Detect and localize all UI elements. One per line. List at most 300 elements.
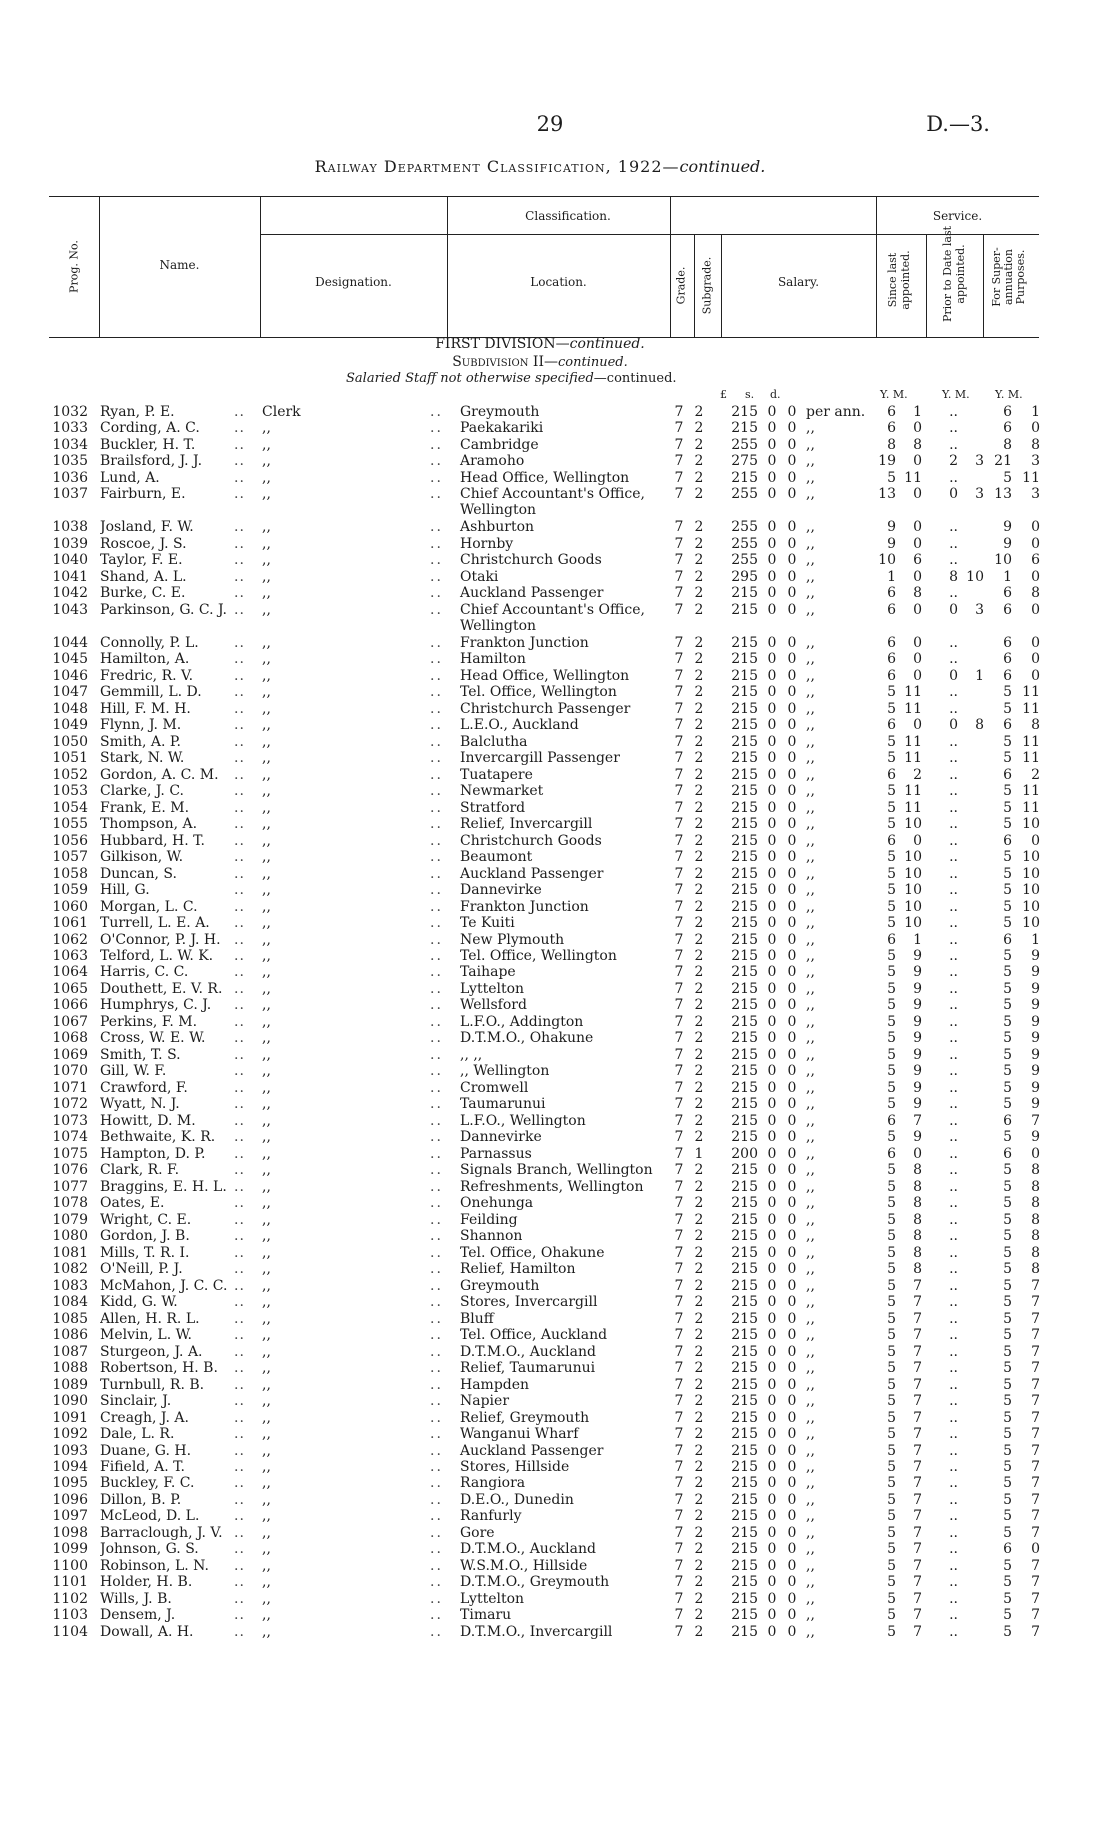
cell-designation: ,, [262,1046,271,1063]
cell-since-months: 6 [913,552,922,569]
cell-super-years: 5 [1003,1557,1012,1574]
cell-salary-period: ,, [806,1228,815,1245]
cell-super-months: 7 [1031,1442,1040,1459]
cell-super-months: 0 [1031,634,1040,651]
cell-salary-period: ,, [806,552,815,569]
leader-dots: .. [430,980,443,997]
cell-super-months: 0 [1031,568,1040,585]
leader-dots: .. [430,1574,443,1591]
leader-dots: .. [234,552,245,569]
cell-designation: ,, [262,1195,271,1212]
cell-super-years: 5 [1003,1162,1012,1179]
cell-salary-shillings: 0 [767,568,777,585]
cell-grade: 7 [674,1557,684,1574]
cell-salary-pounds: 215 [731,1343,758,1360]
cell-subgrade: 2 [694,964,704,981]
cell-prog-no: 1073 [52,1112,88,1129]
cell-salary-pounds: 215 [731,601,758,618]
cell-prog-no: 1053 [52,783,88,800]
cell-salary-pounds: 215 [731,1590,758,1607]
cell-prog-no: 1033 [52,420,88,437]
table-row [0,1607,1114,1623]
cell-grade: 7 [674,1030,684,1047]
cell-prog-no: 1051 [52,750,88,767]
cell-location: Wanganui Wharf [460,1426,579,1443]
cell-grade: 7 [674,915,684,932]
cell-salary-pounds: 215 [731,1112,758,1129]
cell-grade: 7 [674,750,684,767]
table-row [0,1129,1114,1145]
table-row [0,1492,1114,1508]
cell-prog-no: 1101 [52,1574,88,1591]
cell-prog-no: 1090 [52,1393,88,1410]
cell-subgrade: 2 [694,1013,704,1030]
cell-salary-period: ,, [806,964,815,981]
cell-prog-no: 1099 [52,1541,88,1558]
cell-salary-shillings: 0 [767,1096,777,1113]
cell-since-months: 11 [904,783,922,800]
cell-salary-pounds: 215 [731,634,758,651]
table-row [0,1410,1114,1426]
cell-name: Roscoe, J. S. [100,535,187,552]
cell-location: Auckland Passenger [460,1442,604,1459]
cell-salary-pounds: 215 [731,469,758,486]
cell-location: Taumarunui [460,1096,546,1113]
cell-salary-pence: 0 [787,931,797,948]
cell-salary-period: ,, [806,1426,815,1443]
cell-since-years: 5 [887,849,896,866]
cell-super-months: 0 [1031,1541,1040,1558]
cell-name: Johnson, G. S. [100,1541,199,1558]
cell-subgrade: 2 [694,1343,704,1360]
cell-designation: ,, [262,964,271,981]
cell-designation: ,, [262,1557,271,1574]
cell-super-months: 7 [1031,1393,1040,1410]
cell-salary-pounds: 215 [731,1557,758,1574]
cell-prog-no: 1059 [52,882,88,899]
cell-designation: ,, [262,1491,271,1508]
cell-since-months: 9 [913,1063,922,1080]
cell-prior-years: .. [949,1277,958,1294]
cell-super-years: 5 [1003,684,1012,701]
cell-since-years: 6 [887,667,896,684]
cell-super-years: 6 [1003,1541,1012,1558]
table-header [49,196,1039,338]
cell-prior-years: .. [949,1096,958,1113]
cell-super-years: 9 [1003,519,1012,536]
cell-salary-period: ,, [806,585,815,602]
header-classification: Classification. [525,209,611,223]
cell-designation: ,, [262,1211,271,1228]
cell-grade: 7 [674,1310,684,1327]
cell-prog-no: 1042 [52,585,88,602]
cell-grade: 7 [674,585,684,602]
cell-since-months: 1 [913,931,922,948]
cell-salary-pounds: 215 [731,832,758,849]
cell-super-years: 5 [1003,1294,1012,1311]
cell-super-years: 6 [1003,404,1012,420]
cell-since-years: 5 [887,1030,896,1047]
cell-since-years: 5 [887,865,896,882]
cell-name: Buckler, H. T. [100,436,196,453]
leader-dots: .. [430,1343,443,1360]
leader-dots: .. [234,1459,245,1475]
cell-since-years: 5 [887,1178,896,1195]
header-since-last: Since last appointed. [886,250,912,310]
cell-salary-period: ,, [806,849,815,866]
cell-name: Turrell, L. E. A. [100,915,210,932]
cell-subgrade: 2 [694,585,704,602]
cell-prior-years: .. [949,1541,958,1558]
cell-prior-years: .. [949,585,958,602]
cell-name: Hamilton, A. [100,651,190,668]
cell-designation: ,, [262,535,271,552]
cell-prior-years: .. [949,1393,958,1410]
leader-dots: .. [430,1195,443,1212]
cell-subgrade: 2 [694,898,704,915]
leader-dots: .. [234,1244,245,1261]
cell-salary-pounds: 215 [731,1623,758,1640]
cell-grade: 7 [674,1393,684,1410]
leader-dots: .. [234,717,245,734]
leader-dots: .. [234,1376,245,1393]
cell-prog-no: 1039 [52,535,88,552]
table-row [0,1179,1114,1195]
cell-salary-pounds: 215 [731,404,758,420]
cell-since-months: 11 [904,733,922,750]
cell-prog-no: 1068 [52,1030,88,1047]
leader-dots: .. [234,667,245,684]
cell-designation: ,, [262,1294,271,1311]
cell-designation: ,, [262,717,271,734]
cell-prior-years: .. [949,1426,958,1443]
leader-dots: .. [430,1162,443,1179]
cell-prior-years: .. [949,898,958,915]
cell-name: Josland, F. W. [100,519,194,536]
cell-since-months: 7 [913,1343,922,1360]
header-rule [694,234,695,337]
cell-designation: ,, [262,865,271,882]
cell-subgrade: 2 [694,1590,704,1607]
cell-since-months: 7 [913,1360,922,1377]
leader-dots: .. [430,931,443,948]
cell-prior-years: .. [949,997,958,1014]
cell-salary-pence: 0 [787,552,797,569]
cell-salary-pounds: 215 [731,750,758,767]
cell-salary-shillings: 0 [767,634,777,651]
cell-salary-shillings: 0 [767,1046,777,1063]
cell-name: Telford, L. W. K. [100,947,214,964]
cell-since-months: 7 [913,1393,922,1410]
cell-salary-shillings: 0 [767,1277,777,1294]
cell-subgrade: 2 [694,1063,704,1080]
table-row [0,1294,1114,1310]
cell-since-months: 7 [913,1376,922,1393]
unit-ym-prior: Y. M. [942,388,970,401]
cell-subgrade: 2 [694,931,704,948]
cell-super-months: 7 [1031,1294,1040,1311]
cell-since-years: 6 [887,1145,896,1162]
cell-location: Stratford [460,799,526,816]
cell-subgrade: 2 [694,453,704,470]
cell-salary-shillings: 0 [767,1261,777,1278]
cell-designation: ,, [262,1442,271,1459]
cell-prior-years: .. [949,552,958,569]
cell-location: Shannon [460,1228,523,1245]
cell-location: Chief Accountant's Office, Wellington [460,601,645,634]
cell-super-months: 7 [1031,1524,1040,1541]
cell-name: Brailsford, J. J. [100,453,203,470]
cell-name: Smith, A. P. [100,733,181,750]
leader-dots: .. [430,519,443,536]
leader-dots: .. [430,1557,443,1574]
cell-since-years: 5 [887,1343,896,1360]
cell-name: Hubbard, H. T. [100,832,205,849]
leader-dots: .. [430,1063,443,1080]
header-prior: Prior to Date last appointed. [941,225,967,323]
cell-grade: 7 [674,832,684,849]
cell-salary-pence: 0 [787,585,797,602]
leader-dots: .. [430,1129,443,1146]
cell-salary-pounds: 215 [731,915,758,932]
leader-dots: .. [430,1590,443,1607]
leader-dots: .. [234,865,245,882]
leader-dots: .. [234,766,245,783]
cell-salary-pounds: 215 [731,1096,758,1113]
cell-since-years: 5 [887,1442,896,1459]
cell-super-years: 5 [1003,1491,1012,1508]
cell-subgrade: 2 [694,849,704,866]
cell-grade: 7 [674,1211,684,1228]
cell-since-months: 7 [913,1623,922,1640]
cell-super-months: 7 [1031,1426,1040,1443]
cell-super-months: 8 [1031,585,1040,602]
cell-prior-years: .. [949,1228,958,1245]
cell-prog-no: 1047 [52,684,88,701]
cell-since-years: 6 [887,717,896,734]
cell-name: Humphrys, C. J. [100,997,212,1014]
cell-salary-pence: 0 [787,1079,797,1096]
cell-subgrade: 2 [694,1244,704,1261]
cell-since-years: 5 [887,1459,896,1475]
cell-super-months: 3 [1031,453,1040,470]
cell-grade: 7 [674,1178,684,1195]
cell-salary-period: ,, [806,1607,815,1624]
cell-salary-pence: 0 [787,1096,797,1113]
cell-salary-pounds: 215 [731,1508,758,1525]
leader-dots: .. [430,404,443,420]
table-row [0,1525,1114,1541]
cell-since-months: 8 [913,1211,922,1228]
cell-prior-years: .. [949,799,958,816]
cell-super-years: 6 [1003,1112,1012,1129]
cell-designation: ,, [262,436,271,453]
cell-salary-pence: 0 [787,651,797,668]
cell-location: Lyttelton [460,1590,525,1607]
cell-salary-pence: 0 [787,1541,797,1558]
cell-location: D.T.M.O., Auckland [460,1343,596,1360]
leader-dots: .. [234,816,245,833]
cell-since-years: 5 [887,1327,896,1344]
cell-subgrade: 2 [694,733,704,750]
cell-since-years: 5 [887,469,896,486]
cell-since-years: 9 [887,535,896,552]
cell-designation: ,, [262,585,271,602]
cell-salary-pounds: 215 [731,1524,758,1541]
cell-name: Buckley, F. C. [100,1475,195,1492]
cell-location: D.T.M.O., Auckland [460,1541,596,1558]
cell-name: Perkins, F. M. [100,1013,198,1030]
cell-grade: 7 [674,1327,684,1344]
cell-salary-shillings: 0 [767,1228,777,1245]
table-row [0,964,1114,980]
cell-prior-years: .. [949,1491,958,1508]
cell-subgrade: 2 [694,1096,704,1113]
cell-salary-pounds: 215 [731,964,758,981]
cell-salary-period: ,, [806,601,815,618]
cell-salary-shillings: 0 [767,816,777,833]
cell-salary-shillings: 0 [767,535,777,552]
leader-dots: .. [234,486,245,503]
cell-prior-years: .. [949,882,958,899]
cell-super-years: 5 [1003,865,1012,882]
cell-super-years: 5 [1003,1442,1012,1459]
cell-designation: ,, [262,1063,271,1080]
leader-dots: .. [430,552,443,569]
cell-salary-pence: 0 [787,947,797,964]
cell-name: Clark, R. F. [100,1162,180,1179]
cell-super-months: 9 [1031,1129,1040,1146]
cell-salary-pounds: 215 [731,1607,758,1624]
cell-since-years: 5 [887,997,896,1014]
cell-prior-years: 0 [949,717,958,734]
cell-salary-pounds: 215 [731,1442,758,1459]
cell-location: Gore [460,1524,495,1541]
cell-salary-pounds: 215 [731,420,758,437]
cell-since-years: 1 [887,568,896,585]
cell-super-months: 7 [1031,1623,1040,1640]
cell-salary-pounds: 215 [731,1030,758,1047]
cell-salary-pounds: 215 [731,1393,758,1410]
cell-salary-pence: 0 [787,849,797,866]
cell-salary-pounds: 215 [731,980,758,997]
staff-continued: —continued. [593,371,677,386]
cell-location: New Plymouth [460,931,565,948]
cell-salary-pounds: 215 [731,1409,758,1426]
cell-grade: 7 [674,1294,684,1311]
cell-location: Dannevirke [460,1129,542,1146]
cell-designation: ,, [262,898,271,915]
cell-prog-no: 1070 [52,1063,88,1080]
cell-salary-pounds: 215 [731,1294,758,1311]
cell-prior-months: 10 [966,568,984,585]
cell-prog-no: 1041 [52,568,88,585]
cell-salary-pence: 0 [787,1013,797,1030]
cell-prog-no: 1056 [52,832,88,849]
cell-designation: ,, [262,700,271,717]
cell-salary-shillings: 0 [767,420,777,437]
cell-designation: ,, [262,980,271,997]
cell-name: Oates, E. [100,1195,165,1212]
cell-salary-pence: 0 [787,436,797,453]
cell-designation: ,, [262,1261,271,1278]
cell-salary-pence: 0 [787,882,797,899]
cell-prior-months: 8 [975,717,984,734]
cell-salary-shillings: 0 [767,1557,777,1574]
cell-prior-years: .. [949,783,958,800]
cell-salary-period: ,, [806,1409,815,1426]
cell-super-months: 10 [1022,882,1040,899]
cell-since-years: 5 [887,1409,896,1426]
cell-super-years: 5 [1003,964,1012,981]
cell-name: Douthett, E. V. R. [100,980,223,997]
cell-salary-pence: 0 [787,1426,797,1443]
leader-dots: .. [234,453,245,470]
cell-since-years: 6 [887,585,896,602]
cell-grade: 7 [674,486,684,503]
cell-salary-pounds: 215 [731,997,758,1014]
cell-salary-period: ,, [806,1327,815,1344]
cell-salary-period: ,, [806,1145,815,1162]
cell-subgrade: 2 [694,865,704,882]
cell-salary-pounds: 215 [731,1013,758,1030]
leader-dots: .. [430,1426,443,1443]
leader-dots: .. [234,980,245,997]
cell-salary-period: ,, [806,684,815,701]
cell-since-years: 5 [887,882,896,899]
leader-dots: .. [430,882,443,899]
leader-dots: .. [234,1574,245,1591]
leader-dots: .. [430,1409,443,1426]
header-rule [983,234,984,337]
leader-dots: .. [234,1211,245,1228]
cell-designation: ,, [262,1475,271,1492]
cell-salary-shillings: 0 [767,947,777,964]
cell-salary-shillings: 0 [767,898,777,915]
cell-salary-period: ,, [806,1129,815,1146]
leader-dots: .. [430,1013,443,1030]
document-reference: D.—3. [926,112,990,136]
cell-salary-shillings: 0 [767,1459,777,1475]
cell-subgrade: 2 [694,1426,704,1443]
table-row [0,486,1114,519]
cell-super-years: 5 [1003,816,1012,833]
cell-grade: 7 [674,404,684,420]
cell-subgrade: 2 [694,1129,704,1146]
cell-super-months: 0 [1031,519,1040,536]
cell-salary-period: ,, [806,634,815,651]
cell-name: Hill, F. M. H. [100,700,191,717]
cell-salary-pence: 0 [787,519,797,536]
cell-name: Frank, E. M. [100,799,190,816]
cell-since-years: 9 [887,519,896,536]
cell-prior-months: 3 [975,453,984,470]
leader-dots: .. [430,1046,443,1063]
cell-prior-years: .. [949,931,958,948]
cell-since-years: 5 [887,1557,896,1574]
cell-name: Dale, L. R. [100,1426,175,1443]
leader-dots: .. [234,1046,245,1063]
cell-salary-pounds: 215 [731,1063,758,1080]
cell-salary-pence: 0 [787,1145,797,1162]
leader-dots: .. [234,1162,245,1179]
leader-dots: .. [430,1310,443,1327]
cell-prog-no: 1062 [52,931,88,948]
cell-since-years: 5 [887,1360,896,1377]
cell-designation: ,, [262,799,271,816]
leader-dots: .. [430,947,443,964]
cell-prog-no: 1050 [52,733,88,750]
